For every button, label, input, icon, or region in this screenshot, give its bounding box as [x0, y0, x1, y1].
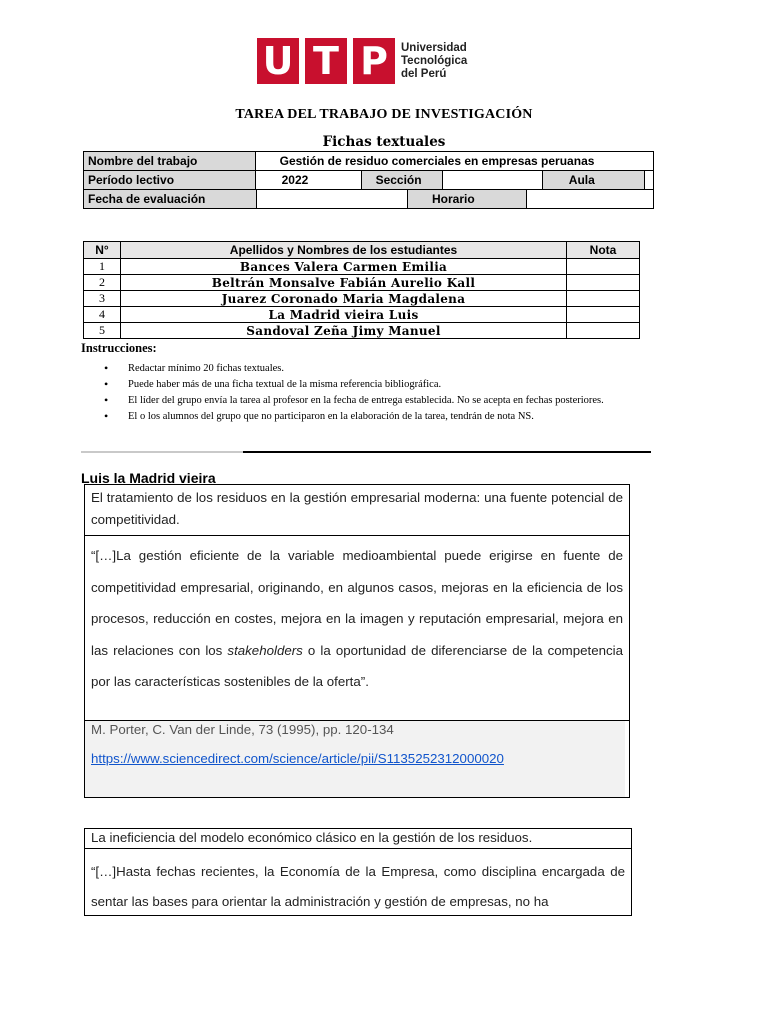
reference-link[interactable]: https://www.sciencedirect.com/science/article/pii/S1135252312000020 — [91, 751, 504, 766]
aula-label: Aula — [542, 171, 644, 190]
fecha-label: Fecha de evaluación — [84, 190, 257, 209]
card2-quote: “[…]Hasta fechas recientes, la Economía de la Empresa, como disciplina encargada de sentar las bases para orientar la administración y gestión de empresas, no ha — [91, 864, 625, 909]
card1-reference — [84, 720, 630, 798]
divider-accent — [81, 451, 243, 453]
nombre-value: Gestión de residuo comerciales en empresas peruanas — [255, 152, 653, 171]
card1-title: El tratamiento de los residuos en la gestión empresarial moderna: una fuente potencial de competitividad. — [84, 484, 630, 536]
fecha-value — [257, 190, 408, 209]
card2 — [84, 828, 632, 916]
list-item: • Redactar mínimo 20 fichas textuales. — [104, 362, 664, 375]
table-row: 3 Juarez Coronado Maria Magdalena — [84, 291, 640, 307]
instructions-list — [104, 362, 664, 426]
logo-letter-t: T — [313, 39, 339, 83]
utp-logo — [257, 38, 467, 84]
instructions-heading: Instrucciones: — [81, 341, 157, 355]
logo-letter-u: U — [262, 39, 294, 83]
aula-value — [645, 171, 654, 190]
col-header-num: N° — [84, 242, 121, 259]
logo-wordmark: Universidad Tecnológica del Perú — [401, 41, 468, 80]
students-table — [83, 241, 640, 339]
seccion-value — [443, 171, 542, 190]
reference-text: M. Porter, C. Van der Linde, 73 (1995), pp. 120-134 — [91, 722, 394, 737]
horario-label: Horario — [408, 190, 527, 209]
table-row: 5 Sandoval Zeña Jimy Manuel — [84, 323, 640, 339]
col-header-nota: Nota — [567, 242, 640, 259]
col-header-name: Apellidos y Nombres de los estudiantes — [121, 242, 567, 259]
card2-title: La ineficiencia del modelo económico clásico en la gestión de los residuos. — [85, 829, 631, 849]
table-row: 4 La Madrid vieira Luis — [84, 307, 640, 323]
page-subtitle: Fichas textuales — [322, 134, 446, 150]
logo-mark — [257, 38, 395, 84]
table-row: 2 Beltrán Monsalve Fabián Aurelio Kall — [84, 275, 640, 291]
logo-letter-p: P — [360, 39, 388, 83]
card1-quote: “[…]La gestión eficiente de la variable medioambiental puede erigirse en fuente de competitividad empresarial, originando, en algunos casos, mejoras en la eficiencia de los procesos, reducción en costes, mejora en la imagen y reputación empresarial, mejora en las relaciones con los stakeholders o la oportunidad de diferenciarse de la competencia por las características sostenibles de la oferta”. — [84, 536, 630, 720]
table-row: 1 Bances Valera Carmen Emilia — [84, 259, 640, 275]
nombre-label: Nombre del trabajo — [84, 152, 256, 171]
list-item: • El líder del grupo envía la tarea al profesor en la fecha de entrega establecida. No se acepta en fechas posteriores. — [104, 394, 664, 407]
periodo-value: 2022 — [255, 171, 361, 190]
info-table-row3 — [83, 189, 654, 209]
page-title: TAREA DEL TRABAJO DE INVESTIGACIÓN — [235, 107, 533, 122]
info-table — [83, 151, 654, 190]
seccion-label: Sección — [361, 171, 443, 190]
horario-value — [527, 190, 654, 209]
author-heading: Luis la Madrid vieira — [81, 470, 216, 486]
list-item: • Puede haber más de una ficha textual de la misma referencia bibliográfica. — [104, 378, 664, 391]
list-item: • El o los alumnos del grupo que no participaron en la elaboración de la tarea, tendrán de nota NS. — [104, 410, 664, 423]
periodo-label: Período lectivo — [84, 171, 256, 190]
